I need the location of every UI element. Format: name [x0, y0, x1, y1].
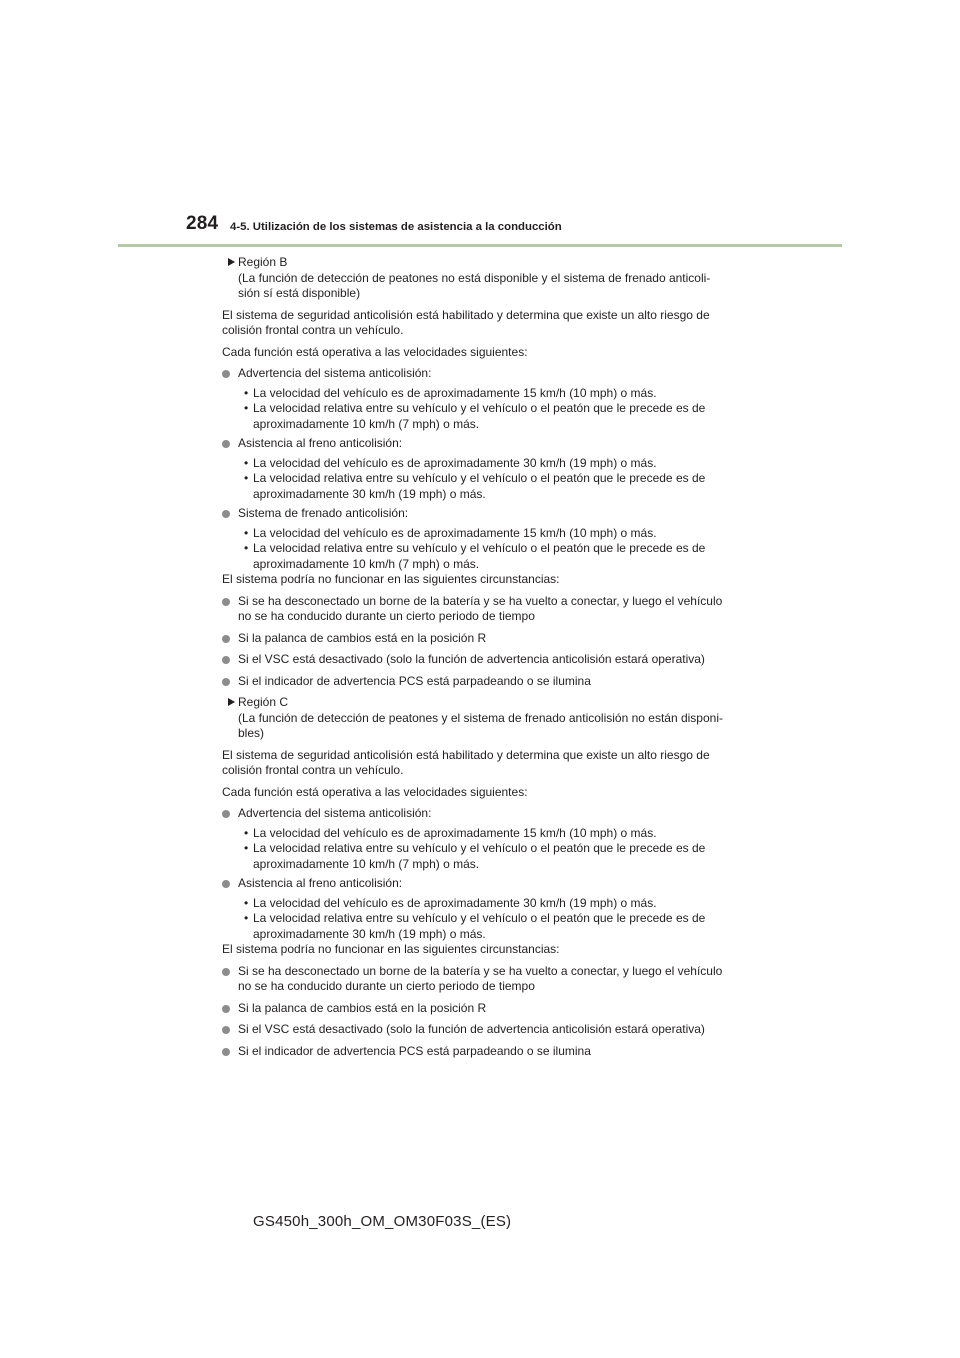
section-title: 4-5. Utilización de los sistemas de asistencia a la conducción: [230, 221, 562, 233]
list-item: [222, 1022, 750, 1038]
bullet-dot-icon: [222, 440, 230, 448]
circumstance-text: Si la palanca de cambios está en la posición R: [238, 1000, 487, 1015]
bullet-dot-icon: [222, 678, 230, 686]
sub-item-text: aproximadamente 30 km/h (19 mph) o más.: [253, 486, 486, 501]
region-b-desc-1: (La función de detección de peatones no está disponible y el sistema de frenado anticoli-: [238, 270, 711, 285]
sub-item: [222, 826, 750, 842]
sub-item: [222, 841, 750, 872]
circumstance-text: Si el indicador de advertencia PCS está parpadeando o se ilumina: [238, 673, 591, 688]
speeds-intro: Cada función está operativa a las velocidades siguientes:: [222, 784, 528, 799]
item-title: Sistema de frenado anticolisión:: [238, 506, 409, 520]
document-code-footer: GS450h_300h_OM_OM30F03S_(ES): [253, 1213, 512, 1230]
triangle-bullet-icon: [228, 258, 235, 266]
sub-item-text: aproximadamente 10 km/h (7 mph) o más.: [253, 556, 480, 571]
bullet-dot-icon: [222, 1005, 230, 1013]
region-c-desc-1: (La función de detección de peatones y el sistema de frenado anticolisión no están disponi-: [238, 710, 723, 725]
region-c-intro: [222, 748, 750, 779]
region-b-heading: [222, 255, 750, 302]
list-item: [222, 506, 750, 522]
sub-item-text: aproximadamente 10 km/h (7 mph) o más.: [253, 856, 480, 871]
bullet-dot-icon: [222, 635, 230, 643]
bullet-dot-icon: [222, 1026, 230, 1034]
list-item: [222, 1001, 750, 1017]
list-item: [222, 652, 750, 668]
sub-item: [222, 401, 750, 432]
item-title: Asistencia al freno anticolisión:: [238, 436, 403, 450]
sub-item: [222, 456, 750, 472]
bullet-dot-icon: [222, 968, 230, 976]
bullet-dot-icon: [222, 880, 230, 888]
item-title: Asistencia al freno anticolisión:: [238, 876, 403, 890]
circumstance-text: Si se ha desconectado un borne de la batería y se ha vuelto a conectar, y luego el vehículo: [238, 963, 723, 978]
sub-item-text: La velocidad del vehículo es de aproximadamente 30 km/h (19 mph) o más.: [253, 455, 657, 470]
circumstance-text: Si se ha desconectado un borne de la batería y se ha vuelto a conectar, y luego el vehículo: [238, 593, 723, 608]
list-item: [222, 876, 750, 892]
list-item: [222, 366, 750, 382]
item-title: Advertencia del sistema anticolisión:: [238, 366, 432, 380]
region-c-heading: [222, 695, 750, 742]
bullet-dot-icon: [222, 598, 230, 606]
intro-line: colisión frontal contra un vehículo.: [222, 323, 404, 337]
list-item: [222, 594, 750, 625]
sub-item-text: La velocidad relativa entre su vehículo y el vehículo o el peatón que le precede es de: [253, 911, 706, 925]
sub-item: [222, 471, 750, 502]
region-b-intro: [222, 308, 750, 339]
sub-item-text: La velocidad del vehículo es de aproximadamente 15 km/h (10 mph) o más.: [253, 385, 657, 400]
list-item: [222, 964, 750, 995]
region-c-desc-2: bles): [238, 726, 265, 740]
bullet-dot-icon: [222, 656, 230, 664]
sub-bullet-icon: •: [244, 895, 249, 910]
triangle-bullet-icon: [228, 698, 235, 706]
sub-item-text: La velocidad relativa entre su vehículo y el vehículo o el peatón que le precede es de: [253, 471, 706, 485]
header-divider: [118, 244, 842, 247]
region-b-desc-2: sión sí está disponible): [238, 286, 361, 300]
sub-bullet-icon: •: [244, 825, 249, 840]
sub-bullet-icon: •: [244, 471, 249, 485]
sub-bullet-icon: •: [244, 525, 249, 540]
circumstance-text: Si el VSC está desactivado (solo la función de advertencia anticolisión estará operativa): [238, 652, 705, 666]
list-item: [222, 1044, 750, 1060]
sub-item: [222, 526, 750, 542]
list-item: [222, 631, 750, 647]
bullet-dot-icon: [222, 810, 230, 818]
sub-bullet-icon: •: [244, 841, 249, 855]
sub-item-text: La velocidad del vehículo es de aproximadamente 15 km/h (10 mph) o más.: [253, 525, 657, 540]
sub-bullet-icon: •: [244, 385, 249, 400]
page-number: 284: [186, 213, 219, 234]
circumstance-text: no se ha conducido durante un cierto periodo de tiempo: [238, 979, 535, 993]
may-not-work-intro: El sistema podría no funcionar en las siguientes circunstancias:: [222, 942, 560, 956]
list-item: [222, 674, 750, 690]
sub-item-text: La velocidad del vehículo es de aproximadamente 30 km/h (19 mph) o más.: [253, 895, 657, 910]
circumstance-text: Si el indicador de advertencia PCS está parpadeando o se ilumina: [238, 1043, 591, 1058]
sub-bullet-icon: •: [244, 455, 249, 470]
list-item: [222, 806, 750, 822]
region-b-label: Región B: [238, 255, 288, 269]
page-content: [222, 255, 750, 1059]
may-not-work-intro: El sistema podría no funcionar en las siguientes circunstancias:: [222, 572, 560, 586]
sub-bullet-icon: •: [244, 911, 249, 925]
sub-item-text: La velocidad relativa entre su vehículo y el vehículo o el peatón que le precede es de: [253, 401, 706, 415]
sub-item-text: La velocidad del vehículo es de aproximadamente 15 km/h (10 mph) o más.: [253, 825, 657, 840]
sub-item: [222, 541, 750, 572]
item-title: Advertencia del sistema anticolisión:: [238, 806, 432, 820]
sub-bullet-icon: •: [244, 541, 249, 555]
circumstance-text: Si la palanca de cambios está en la posición R: [238, 630, 487, 645]
sub-item: [222, 911, 750, 942]
sub-item-text: La velocidad relativa entre su vehículo y el vehículo o el peatón que le precede es de: [253, 841, 706, 855]
sub-item-text: aproximadamente 30 km/h (19 mph) o más.: [253, 926, 486, 941]
list-item: [222, 436, 750, 452]
speeds-intro: Cada función está operativa a las velocidades siguientes:: [222, 344, 528, 359]
circumstance-text: Si el VSC está desactivado (solo la función de advertencia anticolisión estará operativa): [238, 1022, 705, 1036]
sub-item: [222, 386, 750, 402]
sub-item-text: aproximadamente 10 km/h (7 mph) o más.: [253, 416, 480, 431]
intro-line: El sistema de seguridad anticolisión está habilitado y determina que existe un alto riesgo de: [222, 747, 710, 762]
bullet-dot-icon: [222, 510, 230, 518]
intro-line: El sistema de seguridad anticolisión está habilitado y determina que existe un alto riesgo de: [222, 307, 710, 322]
sub-item-text: La velocidad relativa entre su vehículo y el vehículo o el peatón que le precede es de: [253, 541, 706, 555]
bullet-dot-icon: [222, 370, 230, 378]
sub-bullet-icon: •: [244, 401, 249, 415]
bullet-dot-icon: [222, 1048, 230, 1056]
intro-line: colisión frontal contra un vehículo.: [222, 763, 404, 777]
sub-item: [222, 896, 750, 912]
circumstance-text: no se ha conducido durante un cierto periodo de tiempo: [238, 609, 535, 623]
region-c-label: Región C: [238, 695, 289, 709]
